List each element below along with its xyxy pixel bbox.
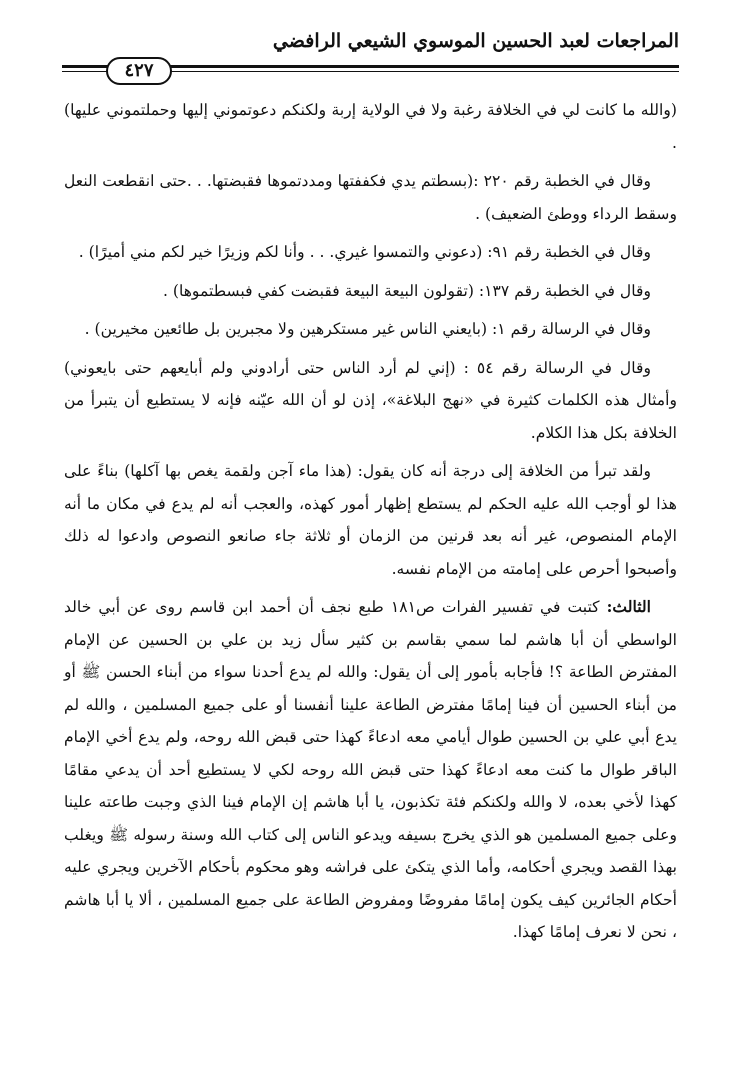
paragraph-6 xyxy=(64,352,677,450)
paragraph-5 xyxy=(64,313,677,346)
body-text xyxy=(64,94,677,955)
paragraph-3 xyxy=(64,236,677,269)
paragraph-label: الثالث: xyxy=(606,597,651,616)
paragraph-text: (والله ما كانت لي في الخلافة رغبة ولا في الولاية إربة ولكنكم دعوتموني إليها وحملتموني عليها) . xyxy=(64,101,677,152)
paragraph-text: وقال في الخطبة رقم ٢٢٠ :(بسطتم يدي فكففتها ومددتموها فقبضتها. . .حتى انقطعت النعل وسقط الرداء ووطئ الضعيف) . xyxy=(64,172,677,223)
paragraph-text: وقال في الخطبة رقم ١٣٧: (تقولون البيعة البيعة فقبضت كفي فبسطتموها) . xyxy=(162,281,651,300)
paragraph-2 xyxy=(64,165,677,230)
paragraph-text: وقال في الرسالة رقم ١: (بايعني الناس غير مستكرهين ولا مجبرين بل طائعين مخيرين) . xyxy=(84,320,651,338)
paragraph-text: وقال في الخطبة رقم ٩١: (دعوني والتمسوا غيري. . . وأنا لكم وزيرًا خير لكم مني أميرًا) . xyxy=(78,243,651,261)
paragraph-4 xyxy=(64,275,677,308)
paragraph-8 xyxy=(64,591,677,949)
paragraph-text: ولقد تبرأ من الخلافة إلى درجة أنه كان يقول: (هذا ماء آجن ولقمة يغص بها آكلها) بناءً على هذا لو أوجب الله عليه الحكم لم يستطع إظهار أمور كهذه، والعجب أنه لم يدع في مكان ما أنه الإمام المنصوص، غير أنه بعد قرنين من الزمان أو ثلاثة جاء صانعو النصوص وادعوا له ذلك وأصبحوا أحرص على إمامته من الإمام نفسه. xyxy=(64,462,677,578)
paragraph-7 xyxy=(64,455,677,585)
page-number: ٤٢٧ xyxy=(106,57,172,85)
paragraph-1 xyxy=(64,94,677,159)
page-header xyxy=(62,26,679,82)
paragraph-text: وقال في الرسالة رقم ٥٤ : (إني لم أرد الناس حتى أرادوني ولم أبايعهم حتى بايعوني) وأمثال هذه الكلمات كثيرة في «نهج البلاغة»، إذن لو أن الله عيّنه فإنه لا يستطيع أن يتبرأ من الخلافة بكل هذا الكلام. xyxy=(64,358,677,442)
paragraph-text: كتبت في تفسير الفرات ص١٨١ طبع نجف أن أحمد ابن قاسم روى عن أبي خالد الواسطي أن أبا هاشم لما سمي بقاسم بن كثير سأل زيد بن علي بن الحسين عن الإمام المفترض الطاعة ؟! فأجابه بأمور إلى أن يقول: والله لم يدع أحدنا سواء من أبناء الحسن ﷺ أو من أبناء الحسين أن فينا إمامًا مفترض الطاعة علينا أنفسنا أو على جميع المسلمين ، والله لم يدع أبي علي بن الحسين طوال أيامي معه ادعاءً كهذا حتى قبض الله روحه، ولم يدع أخي الإمام الباقر طوال ما كنت معه ادعاءً كهذا حتى قبض الله روحه لكي لا يستطيع أحد أن يدعي مقامًا كهذا لأخي بعده، لا والله ولكنكم فئة تكذبون، يا أبا هاشم إن الإمام فينا الذي وجبت طاعته علينا وعلى جميع المسلمين هو الذي يخرج بسيفه ويدعو الناس إلى كتاب الله وسنة رسوله ﷺ ويغلب بهذا القصد ويجري أحكامه، وأما الذي يتكئ على فراشه وهو محكوم بأحكام الآخرين ويجري عليه أحكام الجائرين كيف يكون إمامًا مفروضًا ومفروض الطاعة على جميع المسلمين ، ألا يا أبا هاشم ، نحن لا نعرف إمامًا كهذا. xyxy=(64,598,677,941)
running-title: المراجعات لعبد الحسين الموسوي الشيعي الرافضي xyxy=(272,30,679,52)
